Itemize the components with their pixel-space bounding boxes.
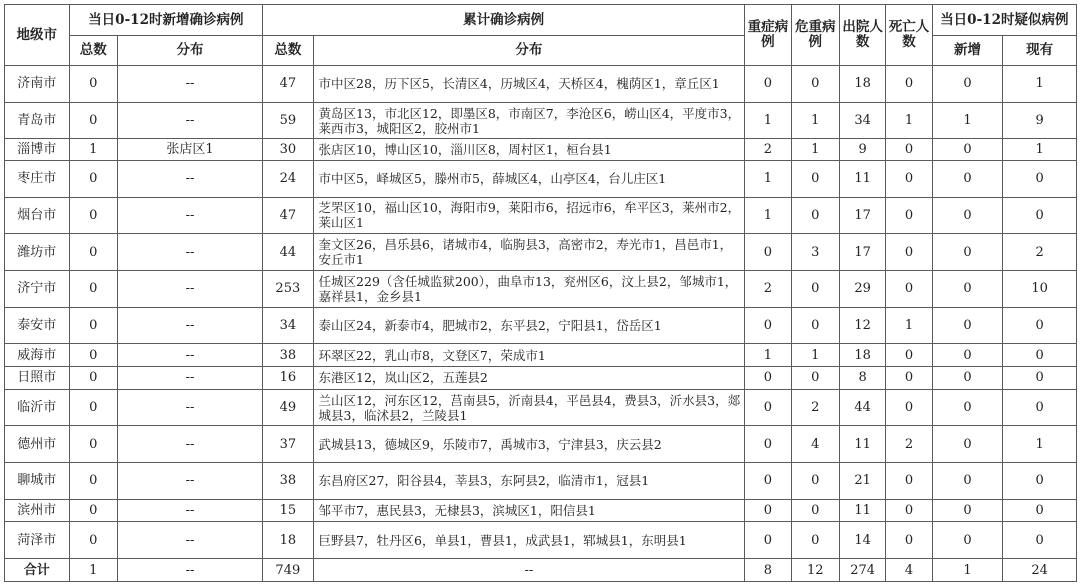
severe-cell: 1 [745,344,791,367]
cumulative-total-cell: 16 [263,367,313,390]
new-total-cell: 0 [69,463,117,500]
deaths-cell: 0 [886,344,932,367]
discharged-cell: 8 [839,367,885,390]
suspected-current-cell: 1 [1003,66,1077,103]
discharged-cell: 44 [839,389,885,426]
table-row [5,499,1077,522]
severe-cell: 1 [745,197,791,234]
city-name: 滨州市 [5,499,70,522]
cumulative-distribution-cell: 芝罘区10，福山区10，海阳市9，莱阳市6，招远市6，牟平区3，莱州市2，莱山区1 [313,197,745,234]
cumulative-total-cell: 15 [263,499,313,522]
suspected-new-cell: 0 [932,307,1003,344]
critical-cell: 4 [791,426,839,463]
severe-cell: 8 [745,559,791,582]
city-name: 济南市 [5,66,70,103]
suspected-current-cell: 24 [1003,559,1077,582]
city-name: 泰安市 [5,307,70,344]
suspected-current-cell: 0 [1003,522,1077,559]
new-total-cell: 0 [69,271,117,308]
discharged-cell: 274 [839,559,885,582]
table-body [5,66,1077,582]
new-distribution-cell: -- [117,234,262,271]
discharged-cell: 14 [839,522,885,559]
header-cum-distribution: 分布 [313,36,745,66]
suspected-current-cell: 1 [1003,139,1077,161]
cumulative-total-cell: 38 [263,463,313,500]
new-distribution-cell: -- [117,307,262,344]
deaths-cell: 0 [886,234,932,271]
critical-cell: 12 [791,559,839,582]
header-cum-total: 总数 [263,36,313,66]
new-distribution-cell: -- [117,102,262,139]
new-total-cell: 0 [69,522,117,559]
header-suspected-new: 新增 [932,36,1003,66]
suspected-current-cell: 0 [1003,160,1077,197]
deaths-cell: 1 [886,102,932,139]
cumulative-distribution-cell: 张店区10，博山区10，淄川区8，周村区1，桓台县1 [313,139,745,161]
table-row [5,139,1077,161]
severe-cell: 0 [745,367,791,390]
new-distribution-cell: -- [117,344,262,367]
new-total-cell: 0 [69,389,117,426]
suspected-current-cell: 2 [1003,234,1077,271]
suspected-current-cell: 0 [1003,389,1077,426]
new-distribution-cell: -- [117,197,262,234]
new-distribution-cell: -- [117,389,262,426]
cumulative-total-cell: 34 [263,307,313,344]
severe-cell: 1 [745,102,791,139]
cumulative-distribution-cell: 东港区12，岚山区2，五莲县2 [313,367,745,390]
city-name: 济宁市 [5,271,70,308]
discharged-cell: 18 [839,344,885,367]
suspected-current-cell: 0 [1003,307,1077,344]
city-name: 德州市 [5,426,70,463]
table-row [5,522,1077,559]
header-city: 地级市 [5,5,70,66]
critical-cell: 1 [791,344,839,367]
new-distribution-cell: -- [117,522,262,559]
cumulative-distribution-cell: 巨野县7，牡丹区6，单县1，曹县1，成武县1，郓城县1，东明县1 [313,522,745,559]
table-row [5,102,1077,139]
severe-cell: 0 [745,389,791,426]
suspected-current-cell: 9 [1003,102,1077,139]
city-name: 合计 [5,559,70,582]
cumulative-distribution-cell: 市中区28，历下区5，长清区4，历城区4，天桥区4，槐荫区1，章丘区1 [313,66,745,103]
cumulative-total-cell: 59 [263,102,313,139]
suspected-new-cell: 0 [932,197,1003,234]
new-total-cell: 0 [69,234,117,271]
cumulative-total-cell: 37 [263,426,313,463]
total-row [5,559,1077,582]
cumulative-distribution-cell: 任城区229（含任城监狱200），曲阜市13，兖州区6，汶上县2，邹城市1，嘉祥县1，金乡县1 [313,271,745,308]
critical-cell: 0 [791,367,839,390]
new-distribution-cell: -- [117,160,262,197]
new-total-cell: 0 [69,426,117,463]
new-distribution-cell: -- [117,271,262,308]
suspected-new-cell: 1 [932,102,1003,139]
city-name: 淄博市 [5,139,70,161]
suspected-current-cell: 10 [1003,271,1077,308]
discharged-cell: 21 [839,463,885,500]
new-total-cell: 0 [69,307,117,344]
discharged-cell: 11 [839,499,885,522]
city-name: 日照市 [5,367,70,390]
cumulative-distribution-cell: 武城县13，德城区9，乐陵市7，禹城市3，宁津县3，庆云县2 [313,426,745,463]
critical-cell: 0 [791,66,839,103]
suspected-new-cell: 0 [932,139,1003,161]
header-critical: 危重病例 [791,5,839,66]
new-total-cell: 0 [69,344,117,367]
header-discharged: 出院人数 [839,5,885,66]
cumulative-total-cell: 24 [263,160,313,197]
suspected-new-cell: 0 [932,463,1003,500]
discharged-cell: 11 [839,426,885,463]
header-new-total: 总数 [69,36,117,66]
new-distribution-cell: -- [117,463,262,500]
cumulative-total-cell: 49 [263,389,313,426]
deaths-cell: 0 [886,522,932,559]
cumulative-distribution-cell: -- [313,559,745,582]
cumulative-distribution-cell: 兰山区12，河东区12，莒南县5，沂南县4，平邑县4，费县3，沂水县3，郯城县3，临沭县2，兰陵县1 [313,389,745,426]
discharged-cell: 18 [839,66,885,103]
critical-cell: 0 [791,271,839,308]
suspected-current-cell: 0 [1003,367,1077,390]
cumulative-distribution-cell: 黄岛区13，市北区12，即墨区8，市南区7，李沧区6，崂山区4，平度市3，莱西市3，城阳区2，胶州市1 [313,102,745,139]
new-distribution-cell: -- [117,66,262,103]
suspected-new-cell: 0 [932,160,1003,197]
cumulative-total-cell: 47 [263,66,313,103]
city-name: 烟台市 [5,197,70,234]
deaths-cell: 0 [886,197,932,234]
city-name: 临沂市 [5,389,70,426]
new-total-cell: 0 [69,160,117,197]
suspected-current-cell: 0 [1003,344,1077,367]
suspected-current-cell: 0 [1003,463,1077,500]
new-distribution-cell: 张店区1 [117,139,262,161]
discharged-cell: 12 [839,307,885,344]
table-row [5,160,1077,197]
severe-cell: 0 [745,522,791,559]
suspected-current-cell: 1 [1003,426,1077,463]
cumulative-total-cell: 44 [263,234,313,271]
deaths-cell: 0 [886,271,932,308]
new-distribution-cell: -- [117,426,262,463]
severe-cell: 1 [745,160,791,197]
suspected-new-cell: 0 [932,389,1003,426]
table-row [5,66,1077,103]
discharged-cell: 9 [839,139,885,161]
cumulative-total-cell: 253 [263,271,313,308]
table-row [5,367,1077,390]
cumulative-total-cell: 30 [263,139,313,161]
cumulative-distribution-cell: 泰山区24，新泰市4，肥城市2，东平县2，宁阳县1，岱岳区1 [313,307,745,344]
critical-cell: 2 [791,389,839,426]
cumulative-total-cell: 38 [263,344,313,367]
cumulative-total-cell: 749 [263,559,313,582]
new-total-cell: 1 [69,559,117,582]
deaths-cell: 0 [886,66,932,103]
severe-cell: 0 [745,66,791,103]
new-distribution-cell: -- [117,499,262,522]
new-total-cell: 1 [69,139,117,161]
city-name: 威海市 [5,344,70,367]
suspected-new-cell: 0 [932,344,1003,367]
new-total-cell: 0 [69,102,117,139]
deaths-cell: 2 [886,426,932,463]
deaths-cell: 0 [886,139,932,161]
table-row [5,197,1077,234]
suspected-new-cell: 0 [932,499,1003,522]
suspected-new-cell: 0 [932,66,1003,103]
deaths-cell: 1 [886,307,932,344]
suspected-new-cell: 0 [932,426,1003,463]
critical-cell: 1 [791,102,839,139]
city-name: 青岛市 [5,102,70,139]
deaths-cell: 0 [886,389,932,426]
severe-cell: 2 [745,271,791,308]
suspected-current-cell: 0 [1003,499,1077,522]
header-severe: 重症病例 [745,5,791,66]
header-new-distribution: 分布 [117,36,262,66]
discharged-cell: 34 [839,102,885,139]
new-total-cell: 0 [69,197,117,234]
suspected-new-cell: 0 [932,234,1003,271]
severe-cell: 0 [745,307,791,344]
discharged-cell: 17 [839,197,885,234]
critical-cell: 0 [791,160,839,197]
severe-cell: 0 [745,463,791,500]
critical-cell: 1 [791,139,839,161]
deaths-cell: 0 [886,499,932,522]
new-total-cell: 0 [69,367,117,390]
cumulative-distribution-cell: 东昌府区27，阳谷县4，莘县3，东阿县2，临清市1，冠县1 [313,463,745,500]
new-distribution-cell: -- [117,559,262,582]
table-row [5,463,1077,500]
deaths-cell: 4 [886,559,932,582]
suspected-new-cell: 0 [932,271,1003,308]
severe-cell: 0 [745,426,791,463]
discharged-cell: 11 [839,160,885,197]
city-name: 枣庄市 [5,160,70,197]
critical-cell: 0 [791,307,839,344]
header-deaths: 死亡人数 [886,5,932,66]
cumulative-distribution-cell: 环翠区22，乳山市8，文登区7，荣成市1 [313,344,745,367]
city-name: 潍坊市 [5,234,70,271]
covid-cases-table [4,4,1077,582]
new-distribution-cell: -- [117,367,262,390]
cumulative-distribution-cell: 邹平市7，惠民县3，无棣县3，滨城区1，阳信县1 [313,499,745,522]
cumulative-distribution-cell: 市中区5，峄城区5，滕州市5，薛城区4，山亭区4，台儿庄区1 [313,160,745,197]
suspected-new-cell: 0 [932,367,1003,390]
critical-cell: 0 [791,197,839,234]
discharged-cell: 29 [839,271,885,308]
new-total-cell: 0 [69,66,117,103]
table-row [5,426,1077,463]
new-total-cell: 0 [69,499,117,522]
suspected-new-cell: 0 [932,522,1003,559]
critical-cell: 0 [791,463,839,500]
table-row [5,234,1077,271]
header-suspected-current: 现有 [1003,36,1077,66]
cumulative-distribution-cell: 奎文区26，昌乐县6，诸城市4，临朐县3，高密市2，寿光市1，昌邑市1，安丘市1 [313,234,745,271]
suspected-new-cell: 1 [932,559,1003,582]
cumulative-total-cell: 18 [263,522,313,559]
critical-cell: 3 [791,234,839,271]
deaths-cell: 0 [886,160,932,197]
suspected-current-cell: 0 [1003,197,1077,234]
deaths-cell: 0 [886,367,932,390]
header-cumulative-confirmed: 累计确诊病例 [263,5,745,36]
header-suspected: 当日0-12时疑似病例 [932,5,1076,36]
critical-cell: 0 [791,522,839,559]
severe-cell: 0 [745,234,791,271]
critical-cell: 0 [791,499,839,522]
deaths-cell: 0 [886,463,932,500]
table-row [5,389,1077,426]
discharged-cell: 17 [839,234,885,271]
severe-cell: 2 [745,139,791,161]
header-new-confirmed: 当日0-12时新增确诊病例 [69,5,263,36]
city-name: 聊城市 [5,463,70,500]
severe-cell: 0 [745,499,791,522]
city-name: 菏泽市 [5,522,70,559]
table-row [5,271,1077,308]
table-row [5,307,1077,344]
table-row [5,344,1077,367]
cumulative-total-cell: 47 [263,197,313,234]
